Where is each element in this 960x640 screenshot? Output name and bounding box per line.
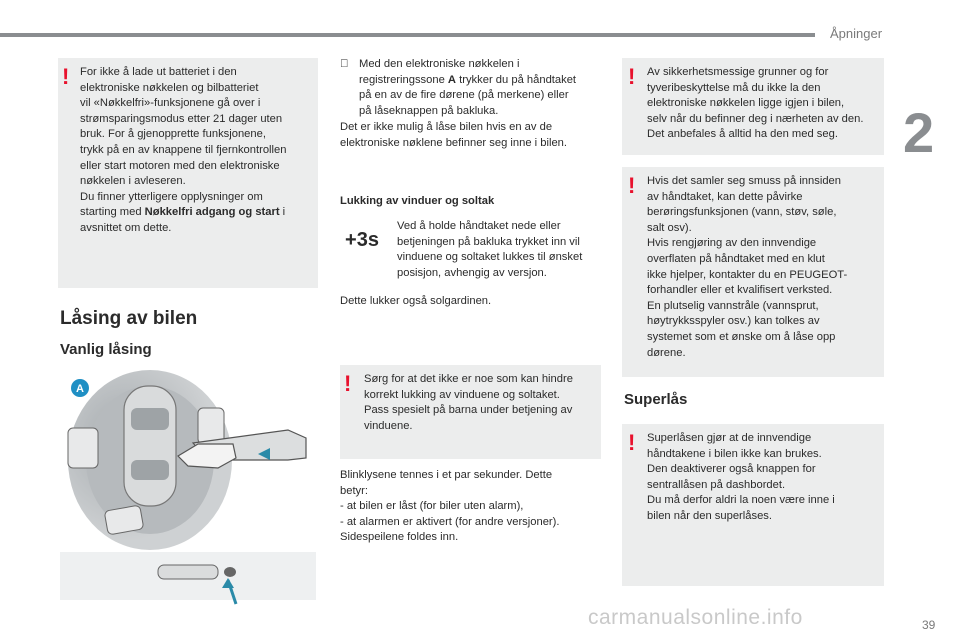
text-span: trykker du på håndtaket [456, 73, 577, 86]
text-line: - at alarmen er aktivert (for andre versjoner). [340, 515, 560, 528]
warning-icon: ! [628, 430, 636, 455]
text-span: starting med [80, 206, 145, 219]
subsection-title-superlock: Superlås [624, 391, 688, 408]
text-line: sentrallåsen på dashbordet. [647, 478, 786, 491]
plus-3s-icon [340, 224, 384, 254]
zone-label: A [76, 383, 84, 395]
warning-icon: ! [628, 64, 636, 89]
warning-text-battery [80, 65, 316, 237]
text-line: Sørg for at det ikke er noe som kan hindre [364, 373, 573, 385]
warning-text-dirt [647, 174, 883, 361]
text-line: tyveribeskyttelse må du ikke la den [647, 81, 821, 94]
text-line: Superlåsen gjør at de innvendige [647, 432, 812, 444]
text-line: Det er ikke mulig å låse bilen hvis en av de [340, 121, 553, 133]
watermark: carmanualsonline.info [588, 606, 803, 629]
warning-text-security [647, 65, 883, 143]
text-span: i [279, 206, 286, 219]
warning-icon: ! [62, 64, 70, 89]
text-span: registreringssone [359, 73, 448, 86]
text-line: En plutselig vannstråle (vannsprut, [647, 299, 819, 312]
text-line: Blinklysene tennes i et par sekunder. Dette [340, 469, 553, 481]
warning-text-superlock [647, 431, 883, 525]
text-line: posisjon, avhengig av versjon. [397, 266, 547, 279]
text-line: vinduene. [364, 419, 413, 432]
text-line: avsnittet om dette. [80, 221, 172, 234]
text-line: berøringsfunksjonen (vann, støv, søle, [647, 206, 837, 219]
text-line: på låseknappen på bakluka. [359, 104, 499, 117]
section-title: Låsing av bilen [60, 308, 198, 329]
paragraph-keys-inside [340, 120, 605, 151]
text-line: betjeningen på bakluka trykket inn vil [397, 235, 580, 248]
text-line: elektroniske nøkkelen og bilbatteriet [80, 81, 259, 94]
text-line: høytrykksspyler osv.) kan tolkes av [647, 315, 820, 328]
text-line: bilen når den superlåses. [647, 509, 773, 522]
text-line: elektroniske nøkkelen ligge igjen i bilen, [647, 97, 845, 110]
text-line: på en av de fire dørene (på merkene) eller [359, 89, 569, 102]
bold-term: Nøkkelfri adgang og start [144, 206, 280, 219]
warning-icon: ! [344, 371, 352, 396]
text-line: elektroniske nøklene befinner seg inne i bilen. [340, 136, 567, 149]
text-line: Du må derfor aldri la noen være inne i [647, 494, 835, 507]
text-line [80, 205, 316, 221]
text-line: strømsparingsmodus etter 21 dager uten [80, 112, 283, 125]
text-line: Sidespeilene foldes inn. [340, 531, 459, 544]
text-line: overflaten på håndtaket med en klut [647, 252, 825, 265]
text-line: Av sikkerhetsmessige grunner og for [647, 66, 829, 78]
paragraph-sunblind: Dette lukker også solgardinen. [340, 295, 492, 307]
text-line: Hvis rengjøring av den innvendige [647, 237, 817, 250]
text-line: - at bilen er låst (for biler uten alarm), [340, 500, 524, 513]
text-line: av håndtaket, kan dette påvirke [647, 190, 803, 203]
subsection-title: Vanlig låsing [60, 341, 152, 358]
text-line: korrekt lukking av vinduene og soltaket. [364, 388, 560, 401]
text-line: Det anbefales å alltid ha den med seg. [647, 128, 838, 141]
text-line [359, 73, 604, 89]
badge-text: +3s [345, 229, 379, 251]
text-line: Pass spesielt på barna under betjening av [364, 404, 573, 417]
text-line: trykk på en av knappene til fjernkontrollen [80, 143, 287, 156]
paragraph-indicators [340, 468, 605, 546]
text-line: Du finner ytterligere opplysninger om [80, 190, 263, 203]
page-number: 39 [922, 618, 936, 632]
heading-windows-roof: Lukking av vinduer og soltak [340, 195, 495, 207]
text-line: Den deaktiverer også knappen for [647, 463, 816, 476]
paragraph-hold-handle [397, 219, 607, 281]
header-bar [0, 33, 815, 37]
text-line: systemet som et ønske om å låse opp [647, 330, 836, 343]
text-line: bruk. For å gjenopprette funksjonene, [80, 128, 266, 141]
bold-term: A [447, 73, 457, 86]
text-line: selv når du befinner deg i nærheten av den. [647, 112, 864, 125]
bullet-glyph [340, 57, 348, 73]
text-line: dørene. [647, 346, 686, 359]
warning-text-windows [364, 372, 600, 434]
section-label: Åpninger [830, 26, 883, 41]
text-line: Ved å holde håndtaket nede eller [397, 220, 561, 232]
text-line: håndtakene i bilen ikke kan brukes. [647, 447, 822, 460]
warning-icon: ! [628, 173, 636, 198]
bullet-text-lock [359, 57, 604, 119]
text-line: nøkkelen i avleseren. [80, 175, 186, 188]
text-line: For ikke å lade ut batteriet i den [80, 66, 237, 78]
car-locking-illustration [58, 368, 318, 608]
text-line: eller start motoren med den elektroniske [80, 159, 280, 172]
chapter-number: 2 [903, 101, 935, 164]
text-line: salt osv). [647, 221, 692, 234]
text-line: forhandler eller et kvalifisert verksted. [647, 284, 833, 297]
text-line: vil «Nøkkelfri»-funksjonene gå over i [80, 97, 261, 110]
text-line: vinduene og soltaket lukkes til ønsket [397, 251, 583, 264]
text-line: Hvis det samler seg smuss på innsiden [647, 175, 842, 187]
text-line: Med den elektroniske nøkkelen i [359, 58, 520, 70]
text-line: betyr: [340, 484, 368, 497]
text-line: ikke hjelper, kontakter du en PEUGEOT- [647, 268, 848, 281]
